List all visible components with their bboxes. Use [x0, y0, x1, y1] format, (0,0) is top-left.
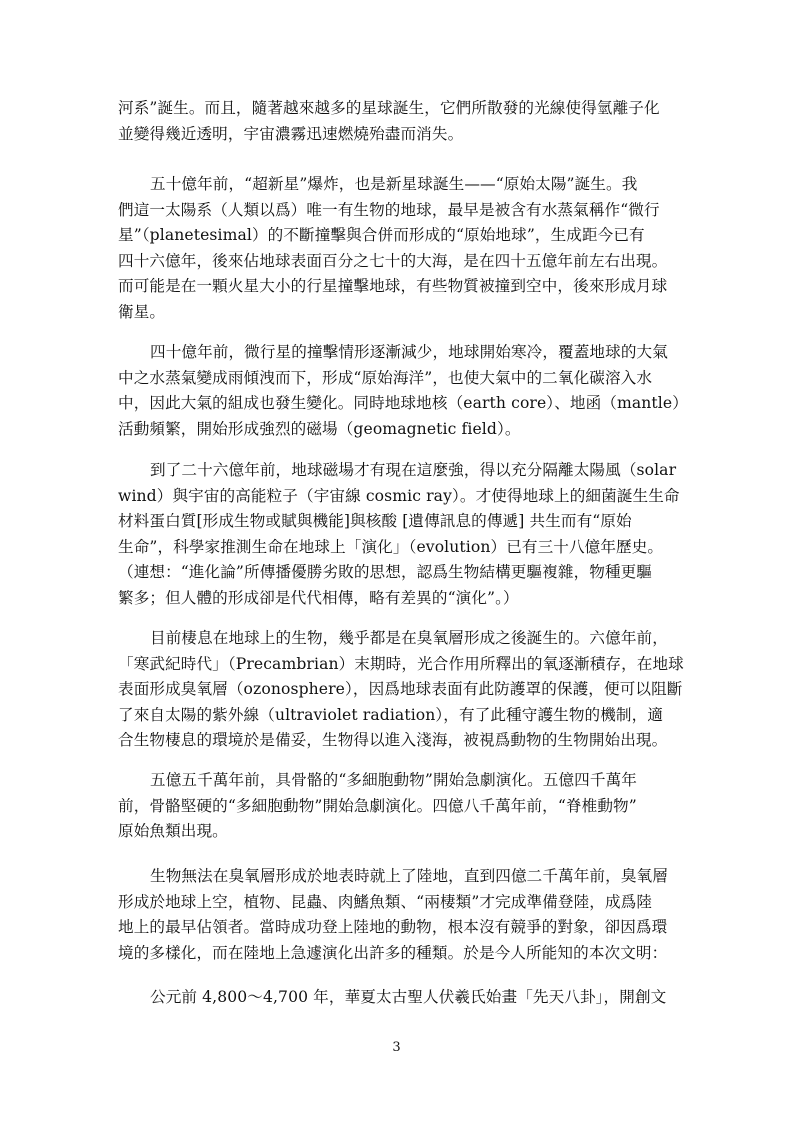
- paragraph-3: [118, 340, 688, 442]
- paragraph-4: [118, 458, 678, 611]
- text-line: 而可能是在一顆火星大小的行星撞擊地球，有些物質被撞到空中，後來形成月球: [118, 277, 668, 295]
- text-line: 表面形成臭氧層（ozonosphere），因爲地球表面有此防護罩的保護，便可以阻斷: [118, 680, 683, 698]
- text-line: 四十億年前，微行星的撞擊情形逐漸減少，地球開始寒冷，覆蓋地球的大氣: [150, 343, 668, 361]
- text-line: 地上的最早佔領者。當時成功登上陸地的動物，根本沒有競爭的對象，卻因爲環: [118, 918, 668, 936]
- paragraph-6: [118, 768, 678, 845]
- text-line: 了來自太陽的紫外線（ultraviolet radiation），有了此種守護生物的機制，適: [118, 705, 664, 724]
- text-line: 繁多；但人體的形成卻是代代相傳，略有差異的“演化”。）: [118, 588, 519, 607]
- paragraph-5: [118, 626, 684, 754]
- paragraph-1: [118, 96, 678, 147]
- page-number: 3: [392, 1040, 401, 1055]
- text-line: 四十六億年，後來佔地球表面百分之七十的大海，是在四十五億年前左右出現。: [118, 251, 668, 270]
- paragraph-8: [118, 985, 678, 1011]
- text-line: 合生物棲息的環境於是備妥，生物得以進入淺海，被視爲動物的生物開始出現。: [118, 731, 668, 749]
- paragraph-7: [118, 864, 678, 966]
- text-line: 活動頻繁，開始形成強烈的磁場（geomagnetic field）。: [118, 419, 521, 438]
- text-line: 們這一太陽系（人類以爲）唯一有生物的地球，最早是被含有水蒸氣稱作“微行: [118, 200, 660, 219]
- text-line: 目前棲息在地球上的生物，幾乎都是在臭氧層形成之後誕生的。六億年前，: [150, 629, 668, 647]
- text-line: 原始魚類出現。: [118, 822, 228, 840]
- text-line: 河系”誕生。而且，隨著越來越多的星球誕生，它們所散發的光線使得氫離子化: [118, 99, 660, 117]
- text-line: 中之水蒸氣變成雨傾洩而下，形成“原始海洋”，也使大氣中的二氧化碳溶入水: [118, 368, 653, 387]
- text-line: 五億五千萬年前，具骨骼的“多細胞動物”開始急劇演化。五億四千萬年: [150, 771, 637, 789]
- text-line: 生物無法在臭氧層形成於地表時就上了陸地，直到四億二千萬年前，臭氧層: [150, 867, 668, 885]
- text-line: 材料蛋白質[形成生物或賦與機能]與核酸 [遺傳訊息的傳遞] 共生而有“原始: [118, 512, 632, 530]
- text-line: 衛星。: [118, 302, 166, 321]
- text-line: （連想：“進化論”所傳播優勝劣敗的思想，認爲生物結構更驅複雜，物種更驅: [118, 563, 653, 581]
- text-line: 形成於地球上空，植物、昆蟲、肉鰭魚類、“兩棲類”才完成準備登陸，成爲陸: [118, 892, 653, 911]
- paragraph-2: [118, 172, 678, 325]
- text-line: 中，因此大氣的組成也發生變化。同時地球地核（earth core）、地函（mantle）: [118, 394, 688, 412]
- text-line: 前，骨骼堅硬的“多細胞動物”開始急劇演化。四億八千萬年前，“脊椎動物”: [118, 796, 637, 815]
- text-line: 星”（planetesimal）的不斷撞擊與合併而形成的“原始地球”，生成距今已有: [118, 226, 645, 244]
- text-line: 到了二十六億年前，地球磁場才有現在這麼強，得以充分隔離太陽風（solar: [150, 461, 677, 479]
- text-line: 五十億年前，“超新星”爆炸，也是新星球誕生——“原始太陽”誕生。我: [150, 175, 638, 193]
- text-line: 生命”，科學家推測生命在地球上「演化」（evolution）已有三十八億年歷史。: [118, 537, 664, 556]
- text-line: wind）與宇宙的高能粒子（宇宙線 cosmic ray）。才使得地球上的細菌誕生生命: [118, 486, 680, 505]
- text-line: 並變得幾近透明，宇宙濃霧迅速燃燒殆盡而消失。: [118, 124, 464, 143]
- text-line: 「寒武紀時代」（Precambrian）末期時，光合作用所釋出的氧逐漸積存，在地球: [118, 654, 684, 673]
- text-line: 公元前 4,800～4,700 年，華夏太古聖人伏羲氏始畫「先天八卦」，開創文: [150, 988, 667, 1006]
- text-line: 境的多樣化，而在陸地上急遽演化出許多的種類。於是今人所能知的本次文明：: [118, 943, 668, 962]
